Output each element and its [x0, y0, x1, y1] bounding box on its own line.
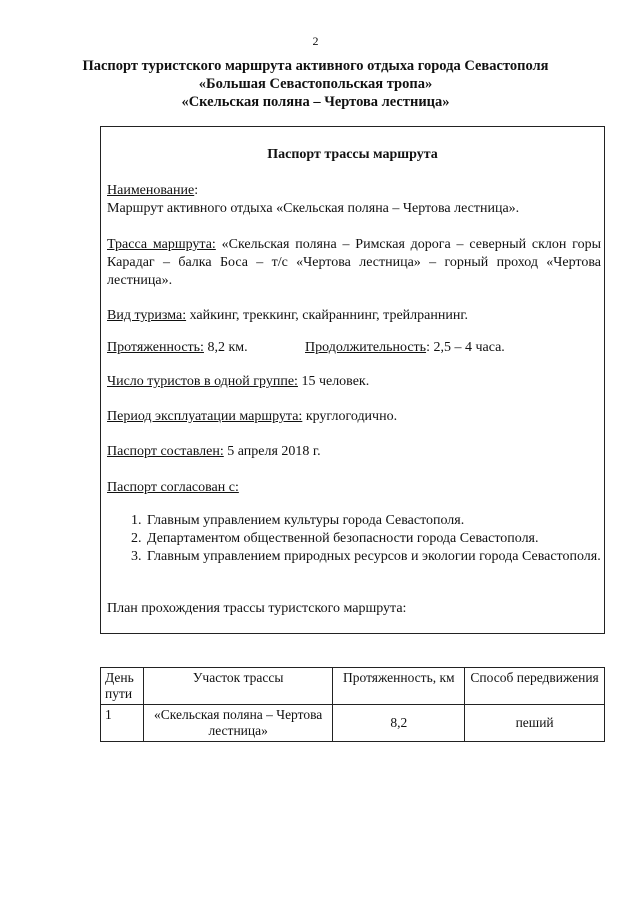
table-row — [101, 705, 605, 742]
tourism-type-field — [107, 307, 601, 325]
group-size-value: 15 человек. — [297, 374, 370, 389]
heading-line-1: Паспорт туристского маршрута активного отдыха города Севастополя — [82, 58, 549, 74]
agreed-item: 1. Главным управлением культуры города Севастополя. — [145, 512, 601, 530]
group-size-field — [107, 373, 601, 391]
cell-transport: пеший — [465, 705, 605, 742]
document-heading — [0, 57, 631, 111]
cell-section: «Скельская поляна – Чертова лестница» — [143, 705, 332, 742]
heading-line-2: «Большая Севастопольская тропа» — [198, 76, 433, 92]
header-length: Протяженность, км — [333, 668, 465, 705]
name-field — [107, 182, 601, 218]
trail-field — [107, 236, 601, 290]
name-colon: : — [194, 183, 199, 198]
route-passport-box — [100, 126, 605, 634]
cell-length: 8,2 — [333, 705, 465, 742]
agreed-item: 2. Департаментом общественной безопасности города Севастополя. — [145, 530, 601, 548]
table-header-row — [101, 668, 605, 705]
length-value: 8,2 км. — [203, 340, 248, 355]
header-section: Участок трассы — [143, 668, 332, 705]
plan-label: План прохождения трассы туристского маршрута: — [107, 601, 407, 616]
duration-value: : 2,5 – 4 часа. — [426, 340, 505, 355]
trail-value: «Скельская поляна – Римская дорога – северный склон горы Карадаг – балка Боса – т/с «Чертова лестница» – горный проход «Чертова лестница». — [107, 237, 601, 288]
period-field — [107, 408, 601, 426]
period-label: Период эксплуатации маршрута: — [107, 409, 303, 424]
agreed-item: 3. Главным управлением природных ресурсов и экологии города Севастополя. — [145, 548, 601, 566]
duration-label: Продолжительность — [305, 340, 427, 355]
compiled-value: 5 апреля 2018 г. — [223, 444, 321, 459]
length-label: Протяженность: — [107, 340, 204, 355]
compiled-field — [107, 443, 601, 461]
cell-day: 1 — [101, 705, 144, 742]
name-value: Маршрут активного отдыха «Скельская поляна – Чертова лестница». — [107, 201, 520, 216]
trail-label: Трасса маршрута: — [107, 237, 216, 252]
route-plan-table — [100, 667, 605, 742]
group-size-label: Число туристов в одной группе: — [107, 374, 298, 389]
page-number: 2 — [312, 34, 319, 48]
agreed-field — [107, 479, 601, 497]
tourism-type-value: хайкинг, треккинг, скайраннинг, трейлраннинг. — [186, 308, 468, 323]
heading-line-3: «Скельская поляна – Чертова лестница» — [181, 94, 450, 110]
name-label: Наименование — [107, 183, 195, 198]
duration-field — [305, 339, 505, 357]
header-transport: Способ передвижения — [465, 668, 605, 705]
header-day: День пути — [101, 668, 144, 705]
length-duration-row — [107, 339, 601, 357]
agreed-label: Паспорт согласован с: — [107, 480, 239, 495]
passport-title: Паспорт трассы маршрута — [267, 147, 438, 162]
compiled-label: Паспорт составлен: — [107, 444, 224, 459]
tourism-type-label: Вид туризма: — [107, 308, 187, 323]
period-value: круглогодично. — [302, 409, 398, 424]
agreed-list — [107, 512, 601, 566]
